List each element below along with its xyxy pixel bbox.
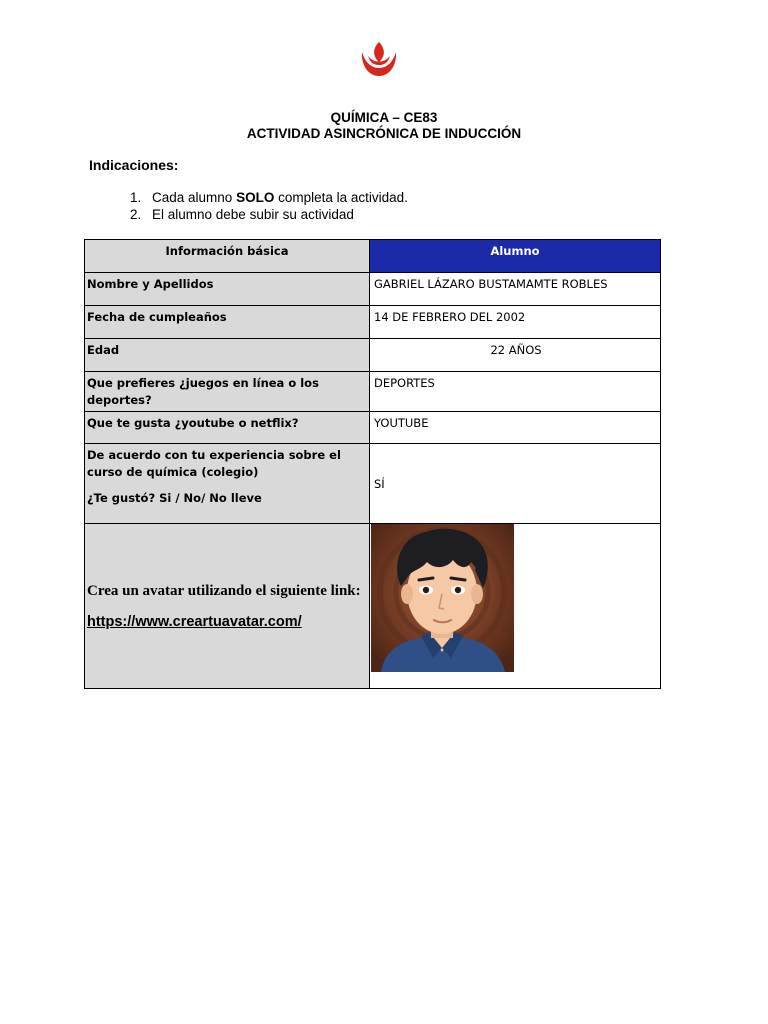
row-label-birthday: Fecha de cumpleaños <box>85 306 370 339</box>
avatar-link[interactable]: https://www.creartuavatar.com/ <box>87 613 302 630</box>
row-value-age: 22 AÑOS <box>370 339 661 372</box>
header-student: Alumno <box>370 240 661 273</box>
list-item: 1. Cada alumno SOLO completa la actividad. <box>130 190 408 205</box>
avatar-instructions <box>85 524 370 689</box>
row-value-course-experience: SÍ <box>370 444 661 524</box>
row-label-age: Edad <box>85 339 370 372</box>
avatar-image <box>371 524 514 672</box>
document-title: QUÍMICA – CE83 <box>330 110 438 125</box>
list-item: 2. El alumno debe subir su actividad <box>130 206 354 222</box>
instructions-heading: Indicaciones: <box>89 157 179 173</box>
table-row <box>85 306 661 339</box>
row-value-youtube-netflix: YOUTUBE <box>370 412 661 444</box>
avatar-prompt-text: Crea un avatar utilizando el siguiente link: <box>87 582 361 599</box>
row-label-course-experience: De acuerdo con tu experiencia sobre el curso de química (colegio) ¿Te gustó? Si / No/ No lleve <box>85 444 370 524</box>
document-subtitle: ACTIVIDAD ASINCRÓNICA DE INDUCCIÓN <box>246 126 522 141</box>
university-logo-icon <box>358 38 400 80</box>
row-label-games-sports: Que prefieres ¿juegos en línea o los deportes? <box>85 372 370 412</box>
row-value-name: GABRIEL LÁZARO BUSTAMAMTE ROBLES <box>370 273 661 306</box>
row-value-birthday: 14 DE FEBRERO DEL 2002 <box>370 306 661 339</box>
student-info-table <box>84 239 661 689</box>
header-basic-info: Información básica <box>85 240 370 273</box>
table-row <box>85 412 661 444</box>
row-value-games-sports: DEPORTES <box>370 372 661 412</box>
avatar-cell <box>370 524 661 689</box>
table-row <box>85 524 661 689</box>
row-label-name: Nombre y Apellidos <box>85 273 370 306</box>
row-label-youtube-netflix: Que te gusta ¿youtube o netflix? <box>85 412 370 444</box>
table-row <box>85 339 661 372</box>
table-row <box>85 273 661 306</box>
table-row <box>85 444 661 524</box>
table-header-row <box>85 240 661 273</box>
instructions-list <box>130 190 408 223</box>
table-row <box>85 372 661 412</box>
